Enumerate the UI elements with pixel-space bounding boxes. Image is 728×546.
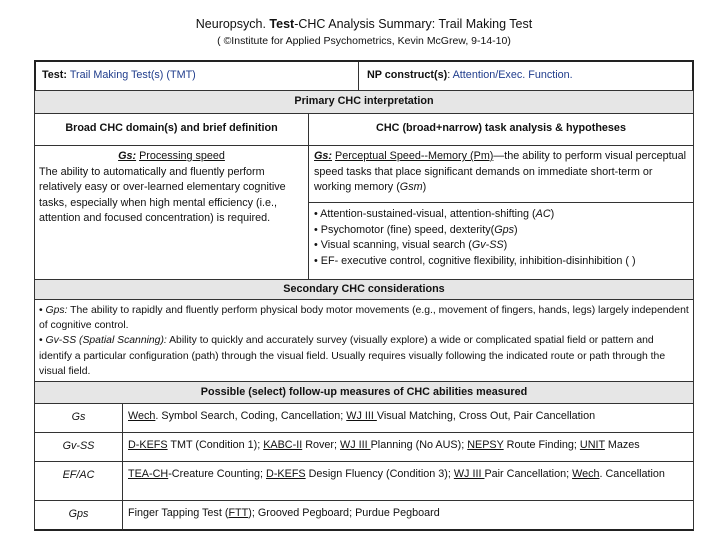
hypothesis-item: • Visual scanning, visual search (Gv-SS): [314, 239, 508, 251]
hypothesis-item: • Attention-sustained-visual, attention-shifting (AC): [314, 208, 555, 220]
measure-text: -Creature Counting;: [168, 468, 267, 480]
secondary-heading: Secondary CHC considerations: [34, 280, 694, 300]
pm-cell: [308, 146, 694, 203]
measure-battery: NEPSY: [467, 439, 504, 451]
measure-text: Design Fluency (Condition 3);: [305, 468, 454, 480]
title-prefix: Neuropsych.: [195, 17, 270, 31]
measure-battery: Wech: [572, 468, 600, 480]
hypothesis-item: • Psychomotor (fine) speed, dexterity(Gps): [314, 223, 518, 236]
measure-battery: D-KEFS: [266, 468, 306, 480]
followup-heading: Possible (select) follow-up measures of CHC abilities measured: [34, 382, 694, 404]
followup-measures: [122, 404, 694, 433]
measure-text: Mazes: [604, 439, 640, 451]
measure-text: Visual Matching, Cross Out, Pair Cancellation: [376, 410, 596, 422]
followup-ability: Gv-SS: [34, 433, 122, 462]
measure-text: Rover;: [302, 439, 341, 451]
followup-measures: [122, 501, 694, 531]
gvss-text: Ability to quickly and accurately survey (visually explore) a wide or complicated spatial field or pattern and identify a particular configuration (path) through the visual field. Usually requires visually following the indicated route or path through the visual field.: [39, 335, 666, 377]
gs-definition-cell: [34, 146, 308, 280]
measure-battery: D-KEFS: [128, 439, 168, 451]
gs-definition: The ability to automatically and fluently perform relatively easy or over-learned elementary cognitive tasks, especially when high mental efficiency (i.e., attention and focused concentration) is required.: [39, 165, 286, 224]
hypotheses-cell: [308, 203, 694, 280]
test-label: Test:: [42, 69, 67, 81]
gs-abbr: Gs:: [118, 150, 137, 162]
followup-ability: Gs: [34, 404, 122, 433]
measure-text: . Symbol Search, Coding, Cancellation;: [155, 410, 347, 422]
gps-term: Gps:: [45, 305, 68, 316]
test-value: Trail Making Test(s) (TMT): [69, 69, 196, 81]
measure-battery: FTT: [228, 507, 249, 519]
col2-header: CHC (broad+narrow) task analysis & hypotheses: [308, 114, 694, 146]
secondary-body: [34, 300, 694, 382]
np-construct-cell: [358, 62, 694, 91]
measure-battery: Wech: [128, 410, 156, 422]
document-title: [0, 17, 728, 31]
pm-description: —the ability to perform visual perceptual speed tasks that place significant demands on immediate short-term or working memory (: [314, 150, 687, 193]
gs-heading: [39, 149, 304, 165]
measure-battery: KABC-II: [263, 439, 303, 451]
pm-gsm: Gsm: [399, 181, 423, 193]
pm-abbr: Gs:: [314, 150, 332, 162]
gvss-consideration: • Gv-SS (Spatial Scanning): Ability to quickly and accurately survey (visually explore) a wide or complicated spatial field or pattern and identify a particular configuration (path) through the visual field. Usually requires visually following the indicated route or path through the visual field.: [39, 335, 666, 377]
np-value: Attention/Exec. Function.: [452, 69, 573, 81]
measure-text: Finger Tapping Test (: [128, 507, 229, 519]
pm-close: ): [422, 181, 427, 193]
gs-name: Processing speed: [139, 150, 225, 162]
title-suffix: -CHC Analysis Summary: Trail Making Test: [294, 17, 533, 31]
hypothesis-item: • EF- executive control, cognitive flexibility, inhibition-disinhibition ( ): [314, 254, 636, 267]
gvss-term: Gv-SS (Spatial Scanning):: [45, 335, 167, 347]
measure-battery: WJ III: [340, 439, 371, 451]
measure-battery: TEA-CH: [128, 468, 169, 480]
measure-text: Planning (No AUS);: [370, 439, 468, 451]
gps-consideration: • Gps: The ability to rapidly and fluently perform physical body motor movements (e.g., movement of fingers, hands, legs) largely independent of cognitive control.: [39, 305, 689, 332]
followup-ability: Gps: [34, 501, 122, 531]
col1-header: Broad CHC domain(s) and brief definition: [34, 114, 308, 146]
measure-text: TMT (Condition 1);: [167, 439, 264, 451]
measure-text: ); Grooved Pegboard; Purdue Pegboard: [248, 507, 440, 519]
np-label: NP construct(s): [367, 69, 448, 81]
followup-measures: [122, 462, 694, 501]
measure-battery: WJ III: [346, 410, 377, 422]
pm-name: Perceptual Speed--Memory (Pm): [335, 150, 494, 162]
title-bold: Test: [269, 17, 295, 31]
document-subtitle: ( ©Institute for Applied Psychometrics, Kevin McGrew, 9-14-10): [217, 35, 511, 47]
followup-measures: [122, 433, 694, 462]
measure-text: Pair Cancellation;: [484, 468, 573, 480]
measure-battery: UNIT: [579, 439, 605, 451]
np-colon: :: [447, 69, 451, 81]
measure-text: . Cancellation: [599, 468, 665, 480]
measure-text: Route Finding;: [503, 439, 580, 451]
primary-heading: Primary CHC interpretation: [34, 91, 694, 114]
followup-ability: EF/AC: [34, 462, 122, 501]
gps-text: The ability to rapidly and fluently perform physical body motor movements (e.g., movement of fingers, hands, legs) largely independent of cognitive control.: [39, 305, 689, 332]
test-cell: [34, 62, 359, 91]
measure-battery: WJ III: [453, 468, 485, 480]
